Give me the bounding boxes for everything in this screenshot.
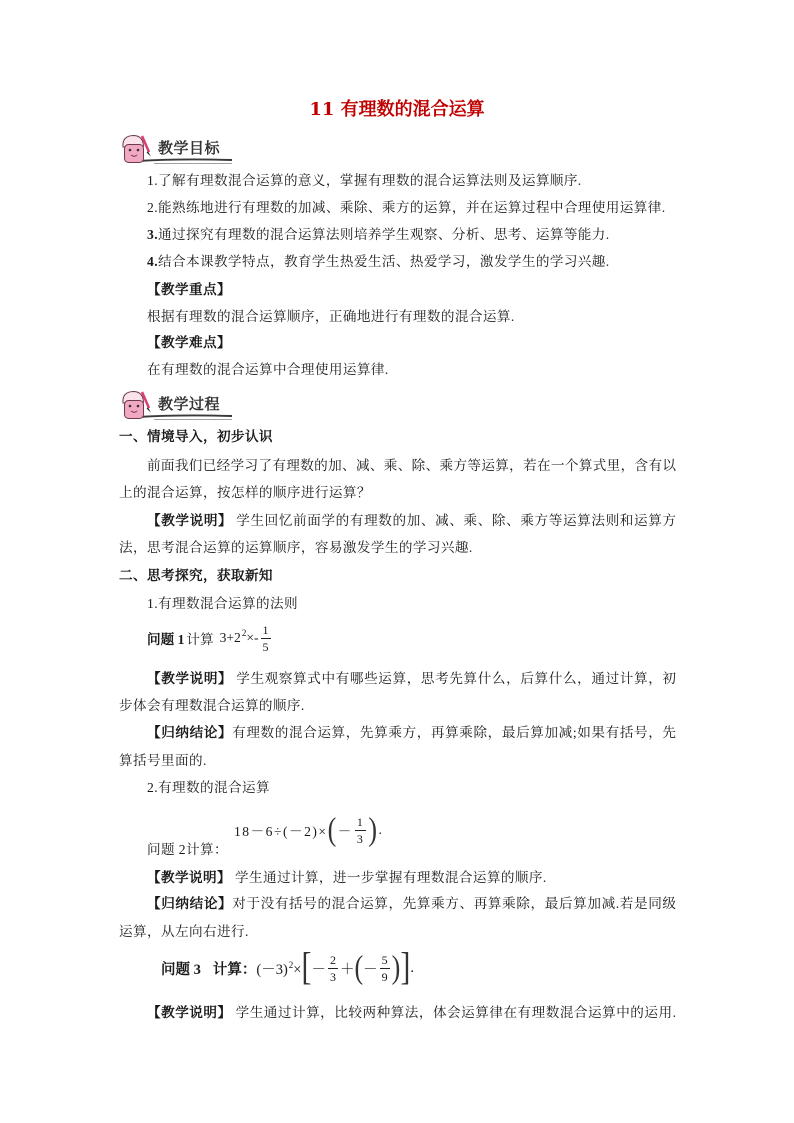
teaching-note: [119, 864, 676, 891]
difficulty-text: 在有理数的混合运算中合理使用运算律.: [147, 362, 389, 377]
conclusion-label: 【归纳结论】: [147, 896, 233, 911]
paragraph-line: 上的混合运算，按怎样的顺序进行运算？: [119, 485, 371, 500]
minus-sign: －: [337, 824, 353, 839]
subheading: 2.有理数的混合运算: [147, 780, 270, 795]
goal-number: 4.: [147, 254, 158, 269]
teaching-note: [119, 665, 676, 692]
exponent: 2: [241, 628, 247, 638]
part2-heading: 二、思考探究，获取新知: [119, 568, 273, 583]
conclusion-text: 有理数的混合运算，先算乘方，再算乘除，最后算加减;如果有括号，先: [232, 725, 676, 740]
expression-base: [220, 630, 259, 646]
exponent: 2: [288, 959, 294, 970]
paragraph-line: 前面我们已经学习了有理数的加、减、乘、除、乘方等运算，若在一个算式里，含有以: [147, 458, 676, 473]
left-paren: (: [354, 949, 364, 986]
paragraph-line: 算括号里面的.: [119, 753, 207, 768]
note-label: 【教学说明】: [147, 1005, 232, 1020]
conclusion-label: 【归纳结论】: [147, 725, 233, 740]
minus-sign: －: [311, 961, 326, 978]
teaching-note: [119, 507, 676, 534]
expression-part: 18－6÷(－2)×: [234, 824, 328, 839]
icon-eye-left: [129, 149, 132, 152]
subheading: 1.有理数混合运算的法则: [147, 596, 298, 611]
fraction-denominator: 3: [356, 831, 365, 846]
paragraph-line: 步体会有理数混合运算的顺序.: [119, 698, 305, 713]
period: .: [378, 822, 384, 837]
left-paren: (: [327, 811, 338, 848]
right-paren: ): [391, 949, 401, 986]
fraction: [328, 954, 338, 983]
period: .: [410, 959, 414, 976]
goal-text: 了解有理数混合运算的意义，掌握有理数的混合运算法则及运算顺序.: [158, 173, 582, 188]
icon-eye-right: [137, 405, 140, 408]
expression-part: 3+2: [219, 630, 241, 645]
fraction-denominator: 9: [381, 969, 388, 984]
part1-heading: 一、情境导入，初步认识: [119, 429, 273, 444]
icon-body: [125, 145, 144, 163]
problem-3: [161, 947, 414, 989]
right-paren: ): [368, 811, 379, 848]
goal-item: [119, 194, 676, 221]
problem-1: [147, 618, 273, 658]
fraction-denominator: 3: [329, 969, 336, 984]
paragraph-line: 法，思考混合运算的运算顺序，容易激发学生的学习兴趣.: [119, 540, 473, 555]
problem-verb: 计算：: [185, 842, 228, 857]
icon-eye-left: [129, 405, 132, 408]
fraction: [261, 624, 271, 653]
teaching-note: [119, 999, 676, 1026]
section-title-goals: 教学目标: [158, 139, 221, 157]
note-text: 学生通过计算，比较两种算法，体会运算律在有理数混合运算中的运用.: [235, 1005, 676, 1020]
problem-verb: 计算：: [212, 961, 257, 978]
note-label: 【教学说明】: [147, 870, 231, 885]
note-text: 学生通过计算，进一步掌握有理数混合运算的顺序.: [234, 870, 547, 885]
note-label: 【教学说明】: [147, 513, 233, 528]
icon-body: [125, 401, 144, 419]
goal-number: 3.: [147, 227, 158, 242]
difficulty-label: 【教学难点】: [147, 335, 231, 350]
goal-text: 能熟练地进行有理数的加减、乘除、乘方的运算，并在运算过程中合理使用运算律.: [158, 200, 666, 215]
expression-part: ×-: [246, 630, 259, 645]
problem-label: 问题 3: [161, 961, 201, 978]
conclusion: [119, 719, 676, 746]
goal-number: 1.: [147, 173, 158, 188]
expression-part: (－3): [256, 961, 288, 978]
note-text: 学生观察算式中有哪些运算，思考先算什么，后算什么，通过计算，初: [236, 671, 676, 686]
icon-eye-right: [137, 149, 140, 152]
plus-sign: ＋: [339, 961, 355, 978]
problem-2-label: [119, 836, 676, 863]
key-points-text: 根据有理数的混合运算顺序，正确地进行有理数的混合运算.: [147, 309, 515, 324]
section-title-process: 教学过程: [158, 395, 221, 413]
right-bracket: ]: [400, 945, 411, 989]
times-sign: ×: [293, 961, 302, 978]
goal-text: 通过探究有理数的混合运算法则培养学生观察、分析、思考、运算等能力.: [158, 227, 610, 242]
key-points-label: 【教学重点】: [147, 282, 231, 297]
fraction: [380, 954, 390, 983]
fraction-numerator: 1: [262, 622, 269, 637]
problem-label: 问题 1: [147, 632, 185, 647]
goal-text: 结合本课教学特点，教育学生热爱生活、热爱学习，激发学生的学习兴趣.: [158, 254, 610, 269]
left-bracket: [: [301, 945, 312, 989]
note-label: 【教学说明】: [147, 671, 233, 686]
problem-label: 问题 2: [147, 842, 186, 857]
fraction-denominator: 5: [262, 639, 269, 654]
fraction-numerator: 1: [356, 814, 365, 829]
conclusion-text: 对于没有括号的混合运算，先算乘方、再算乘除，最后算加减.若是同级: [232, 896, 676, 911]
expression-base: [256, 958, 301, 979]
paragraph-line: 运算，从左向右进行.: [119, 924, 249, 939]
conclusion: [119, 890, 676, 917]
goal-item: [119, 248, 676, 275]
section-header-process: [118, 389, 234, 421]
goal-item: [119, 167, 676, 194]
note-text: 学生回忆前面学的有理数的加、减、乘、除、乘方等运算法则和运算方: [236, 513, 676, 528]
goal-number: 2.: [147, 200, 158, 215]
goal-item: [119, 221, 676, 248]
problem-verb: 计算: [186, 632, 214, 647]
section-header-goals: [118, 133, 234, 165]
minus-sign: －: [363, 961, 378, 978]
page-title: 11 有理数的混合运算: [309, 99, 485, 120]
fraction-numerator: 2: [329, 952, 336, 967]
fraction-numerator: 5: [381, 952, 388, 967]
